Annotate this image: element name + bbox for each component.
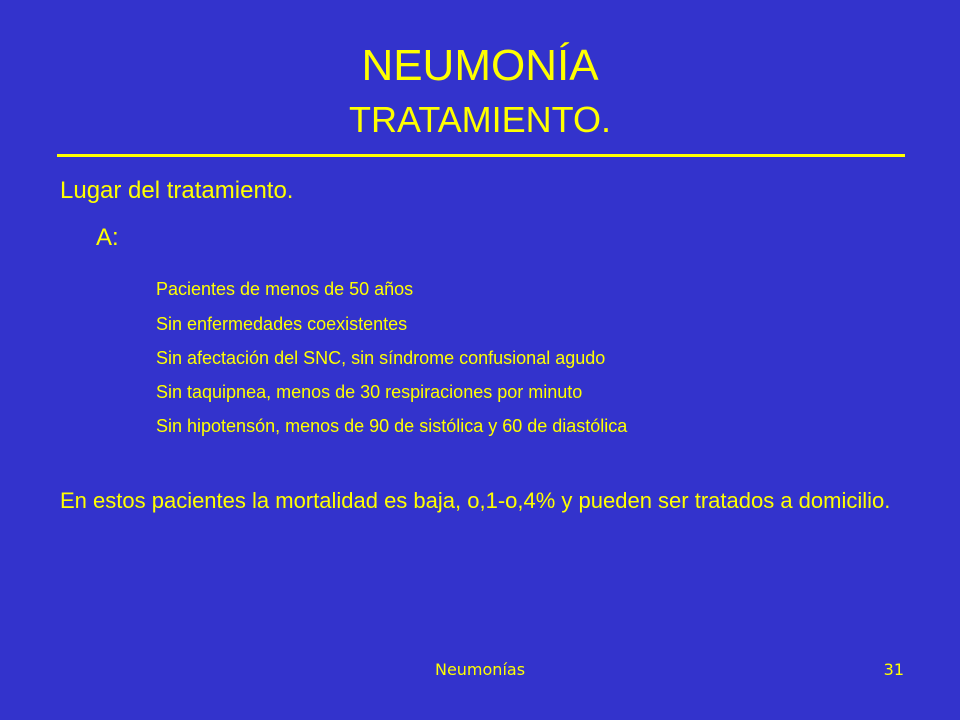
- section-heading: Lugar del tratamiento.: [60, 177, 294, 204]
- criteria-item: Sin taquipnea, menos de 30 respiraciones por minuto: [156, 382, 583, 402]
- criteria-item: Pacientes de menos de 50 años: [156, 279, 414, 299]
- section-subheading: A:: [96, 224, 119, 251]
- footer-label: Neumonías: [434, 660, 526, 679]
- slide-title: NEUMONÍA: [361, 41, 599, 90]
- criteria-item: Sin afectación del SNC, sin síndrome confusional agudo: [156, 348, 606, 368]
- criteria-list: [156, 276, 627, 438]
- slide-subtitle: TRATAMIENTO.: [348, 99, 611, 140]
- conclusion-text: En estos pacientes la mortalidad es baja, o,1-o,4% y pueden ser tratados a domicilio.: [60, 488, 891, 513]
- title-divider: [57, 154, 905, 157]
- criteria-item: Sin hipotensón, menos de 90 de sistólica y 60 de diastólica: [156, 416, 628, 436]
- page-number: 31: [883, 660, 904, 679]
- criteria-item: Sin enfermedades coexistentes: [156, 314, 408, 334]
